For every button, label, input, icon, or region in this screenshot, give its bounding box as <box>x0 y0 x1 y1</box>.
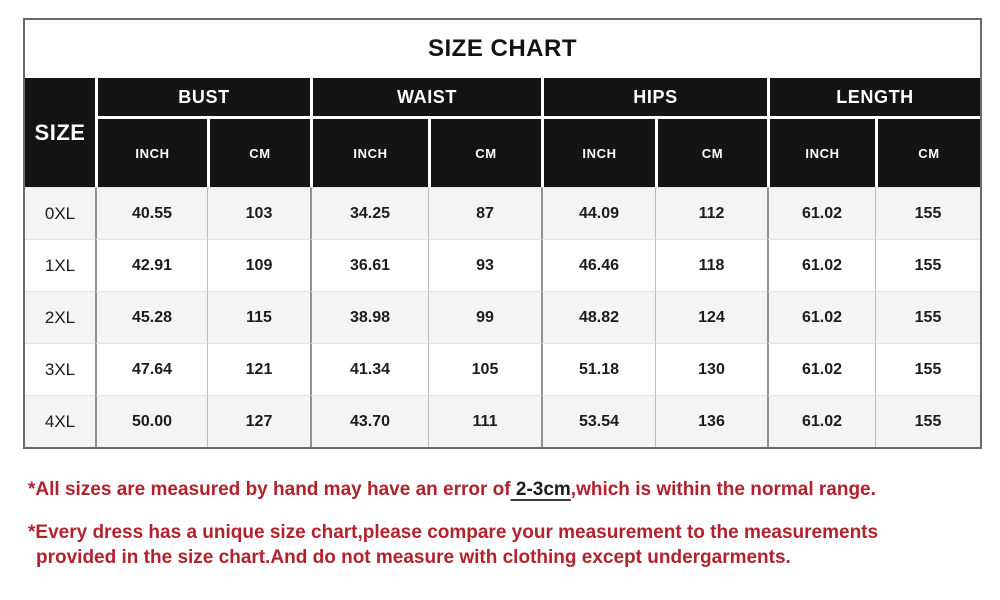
cell-0xl-waist-cm: 87 <box>428 187 541 239</box>
note-measurement-error <box>28 479 988 501</box>
size-chart-table <box>23 18 982 449</box>
group-header-length: LENGTH <box>767 78 980 119</box>
cell-4xl-bust-cm: 127 <box>207 395 310 447</box>
unit-header-length-inch: INCH <box>767 119 875 187</box>
cell-3xl-waist-cm: 105 <box>428 343 541 395</box>
table-title: SIZE CHART <box>25 20 980 78</box>
cell-4xl-bust-inch: 50.00 <box>95 395 207 447</box>
cell-2xl-hips-cm: 124 <box>655 291 767 343</box>
row-label-2xl: 2XL <box>25 291 95 343</box>
unit-header-hips-cm: CM <box>655 119 767 187</box>
cell-2xl-bust-inch: 45.28 <box>95 291 207 343</box>
cell-4xl-hips-cm: 136 <box>655 395 767 447</box>
row-label-4xl: 4XL <box>25 395 95 447</box>
note1-highlight-range: 2-3cm <box>510 479 571 500</box>
cell-1xl-length-cm: 155 <box>875 239 980 291</box>
note-unique-size-chart <box>28 520 988 570</box>
cell-0xl-hips-cm: 112 <box>655 187 767 239</box>
group-header-waist: WAIST <box>310 78 541 119</box>
group-header-hips: HIPS <box>541 78 767 119</box>
cell-0xl-waist-inch: 34.25 <box>310 187 428 239</box>
cell-2xl-hips-inch: 48.82 <box>541 291 655 343</box>
unit-header-bust-inch: INCH <box>95 119 207 187</box>
cell-3xl-bust-inch: 47.64 <box>95 343 207 395</box>
cell-2xl-length-cm: 155 <box>875 291 980 343</box>
cell-1xl-hips-inch: 46.46 <box>541 239 655 291</box>
cell-1xl-waist-cm: 93 <box>428 239 541 291</box>
group-header-bust: BUST <box>95 78 310 119</box>
size-chart-grid <box>25 20 980 447</box>
note2-line2: provided in the size chart.And do not measure with clothing except undergarments. <box>36 547 791 568</box>
unit-header-bust-cm: CM <box>207 119 310 187</box>
row-label-3xl: 3XL <box>25 343 95 395</box>
cell-1xl-waist-inch: 36.61 <box>310 239 428 291</box>
note1-prefix: *All sizes are measured by hand may have an error of <box>28 479 511 500</box>
cell-0xl-length-cm: 155 <box>875 187 980 239</box>
cell-3xl-length-cm: 155 <box>875 343 980 395</box>
cell-0xl-bust-cm: 103 <box>207 187 310 239</box>
cell-4xl-length-inch: 61.02 <box>767 395 875 447</box>
cell-2xl-length-inch: 61.02 <box>767 291 875 343</box>
note2-line1: *Every dress has a unique size chart,please compare your measurement to the measurements <box>28 522 879 543</box>
cell-0xl-length-inch: 61.02 <box>767 187 875 239</box>
note1-suffix: ,which is within the normal range. <box>570 479 876 500</box>
cell-4xl-length-cm: 155 <box>875 395 980 447</box>
unit-header-length-cm: CM <box>875 119 980 187</box>
cell-2xl-bust-cm: 115 <box>207 291 310 343</box>
cell-3xl-waist-inch: 41.34 <box>310 343 428 395</box>
cell-3xl-hips-cm: 130 <box>655 343 767 395</box>
cell-1xl-bust-inch: 42.91 <box>95 239 207 291</box>
cell-3xl-hips-inch: 51.18 <box>541 343 655 395</box>
unit-header-hips-inch: INCH <box>541 119 655 187</box>
cell-1xl-bust-cm: 109 <box>207 239 310 291</box>
cell-4xl-hips-inch: 53.54 <box>541 395 655 447</box>
cell-4xl-waist-inch: 43.70 <box>310 395 428 447</box>
cell-0xl-bust-inch: 40.55 <box>95 187 207 239</box>
cell-2xl-waist-inch: 38.98 <box>310 291 428 343</box>
cell-3xl-length-inch: 61.02 <box>767 343 875 395</box>
cell-0xl-hips-inch: 44.09 <box>541 187 655 239</box>
unit-header-waist-inch: INCH <box>310 119 428 187</box>
disclaimer-notes <box>28 479 988 570</box>
cell-1xl-hips-cm: 118 <box>655 239 767 291</box>
unit-header-waist-cm: CM <box>428 119 541 187</box>
cell-2xl-waist-cm: 99 <box>428 291 541 343</box>
cell-4xl-waist-cm: 111 <box>428 395 541 447</box>
cell-3xl-bust-cm: 121 <box>207 343 310 395</box>
column-header-size: SIZE <box>25 78 95 187</box>
cell-1xl-length-inch: 61.02 <box>767 239 875 291</box>
row-label-0xl: 0XL <box>25 187 95 239</box>
row-label-1xl: 1XL <box>25 239 95 291</box>
